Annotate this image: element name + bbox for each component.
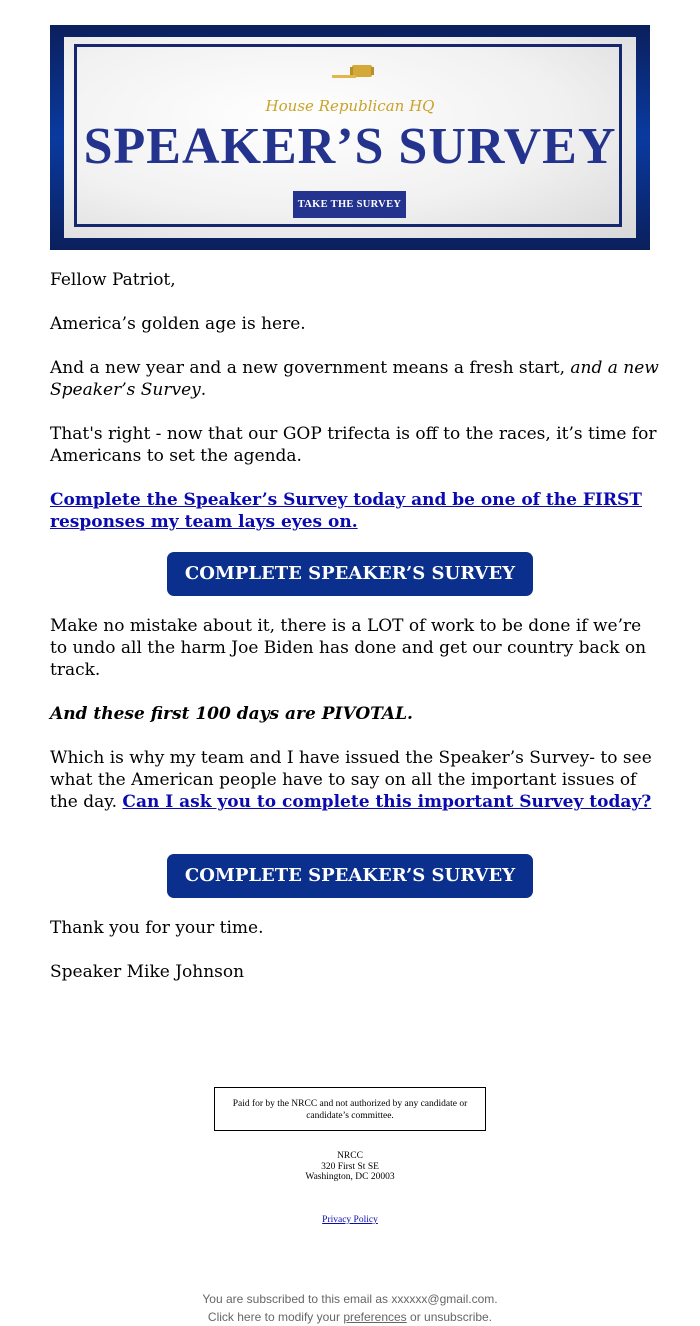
signature: Speaker Mike Johnson (50, 962, 245, 982)
thanks-line: Thank you for your time. (50, 918, 264, 938)
paid-for-disclaimer: Paid for by the NRCC and not authorized by any candidate or candidate’s committee. (214, 1087, 486, 1131)
preferences-link[interactable]: preferences (343, 1310, 407, 1324)
privacy-policy-link[interactable]: Privacy Policy (322, 1215, 378, 1225)
privacy-row (0, 1215, 700, 1225)
complete-survey-button-2[interactable]: COMPLETE SPEAKER’S SURVEY (167, 854, 533, 898)
p2-end: . (200, 380, 207, 400)
paragraph-agenda: That's right - now that our GOP trifecta is off to the races, it’s time for Americans to set the agenda. (50, 424, 657, 466)
pref-pre: Click here to modify your (207, 1310, 344, 1324)
paragraph-fresh-start (50, 357, 660, 401)
complete-survey-link[interactable]: Complete the Speaker’s Survey today and be one of the FIRST responses my team lays eyes on. (50, 490, 642, 532)
banner-subtitle: House Republican HQ (265, 97, 435, 115)
paragraph-survey (50, 747, 660, 813)
p2-italic: and a new Speaker’s Survey (50, 358, 659, 400)
complete-survey-link-2[interactable]: Can I ask you to complete this important Survey today? (122, 792, 652, 812)
banner-panel (64, 37, 636, 238)
p6-text: Which is why my team and I have issued the Speaker’s Survey- to see what the American people have to say on all the important issues of the day. (50, 748, 652, 812)
take-survey-button[interactable]: TAKE THE SURVEY (293, 191, 406, 218)
paragraph-work: Make no mistake about it, there is a LOT of work to be done if we’re to undo all the harm Joe Biden has done and get our country back on track. (50, 616, 647, 680)
survey-banner[interactable] (50, 25, 650, 250)
banner-title: SPEAKER’S SURVEY (83, 118, 617, 175)
subscribed-line: You are subscribed to this email as xxxxxx@gmail.com. (202, 1292, 498, 1306)
pref-post: or unsubscribe. (406, 1310, 493, 1324)
paragraph-pivotal: And these first 100 days are PIVOTAL. (50, 704, 413, 724)
org-name: NRCC (337, 1151, 363, 1161)
mailing-address (0, 1151, 700, 1183)
survey-link-1[interactable] (50, 489, 660, 533)
gavel-icon (330, 63, 380, 85)
preferences-line (0, 1308, 700, 1326)
complete-survey-button-1[interactable]: COMPLETE SPEAKER’S SURVEY (167, 552, 533, 596)
paragraph-golden-age: America’s golden age is here. (50, 314, 306, 334)
p2-text: And a new year and a new government means a fresh start, (50, 358, 571, 378)
subscription-footer (0, 1290, 700, 1326)
street: 320 First St SE (321, 1161, 379, 1172)
greeting: Fellow Patriot, (50, 270, 176, 290)
city: Washington, DC 20003 (305, 1172, 395, 1182)
